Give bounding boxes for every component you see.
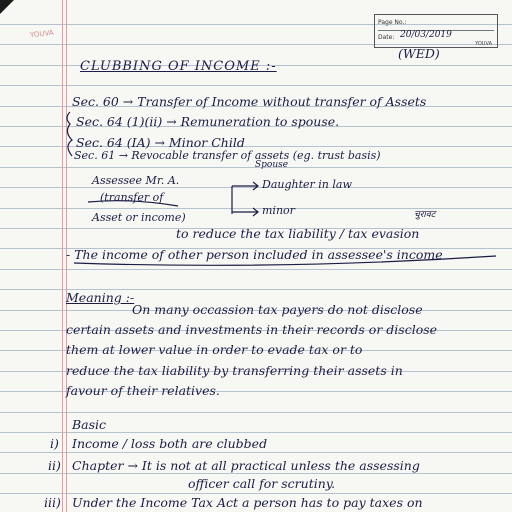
branch-label: minor	[262, 204, 295, 217]
section-line: Sec. 61 → Revocable transfer of assets (eg. trust basis)	[74, 149, 381, 162]
meaning-heading: Meaning :-	[66, 290, 135, 305]
basic-point-number: i)	[50, 436, 59, 451]
basic-point: Chapter → It is not at all practical unless the assessing	[72, 458, 420, 473]
meaning-line: reduce the tax liability by transferring their assets in	[66, 363, 403, 378]
brand-logo: YOUVA	[475, 41, 492, 47]
basic-heading: Basic	[72, 417, 107, 432]
date-value: 20/03/2019	[400, 30, 452, 40]
section-line: Sec. 60 → Transfer of Income without transfer of Assets	[72, 94, 427, 109]
section-line: Sec. 64 (IA) → Minor Child	[76, 135, 245, 150]
spouse-note: Spouse	[255, 160, 289, 170]
brand-stamp: YOUVA	[29, 28, 55, 40]
meaning-line: certain assets and investments in their records or disclose	[66, 322, 438, 337]
underline-stroke	[88, 201, 178, 206]
basic-point: Under the Income Tax Act a person has to pay taxes on	[72, 495, 423, 510]
basic-point-number: ii)	[48, 458, 61, 473]
page-no-label: Page No.:	[378, 19, 407, 26]
meaning-line: On many occassion tax payers do not disclose	[132, 302, 423, 317]
section-bracket	[67, 112, 72, 156]
meaning-line: favour of their relatives.	[66, 383, 220, 398]
page-title: CLUBBING OF INCOME :-	[80, 59, 277, 74]
hindi-note: चुरावट	[414, 210, 436, 220]
assessee-label: Assessee Mr. A.	[92, 174, 180, 187]
underline-stroke	[74, 256, 496, 265]
assessee-label: Asset or income)	[92, 211, 186, 224]
basic-point-number: iii)	[44, 495, 61, 510]
meaning-line: them at lower value in order to evade tax or to	[66, 342, 363, 357]
purpose-line: to reduce the tax liability / tax evasion	[176, 226, 420, 241]
section-line: Sec. 64 (1)(ii) → Remuneration to spouse.	[76, 114, 340, 129]
branch-label: Daughter in law	[262, 178, 352, 191]
basic-point: Income / loss both are clubbed	[72, 436, 268, 451]
day-value: (WED)	[398, 46, 440, 61]
date-label: Date:	[378, 34, 395, 41]
assessee-label: (transfer of	[100, 191, 164, 204]
basic-point: officer call for scrutiny.	[188, 476, 336, 491]
definition-line: - The income of other person included in assessee's income	[66, 247, 443, 262]
